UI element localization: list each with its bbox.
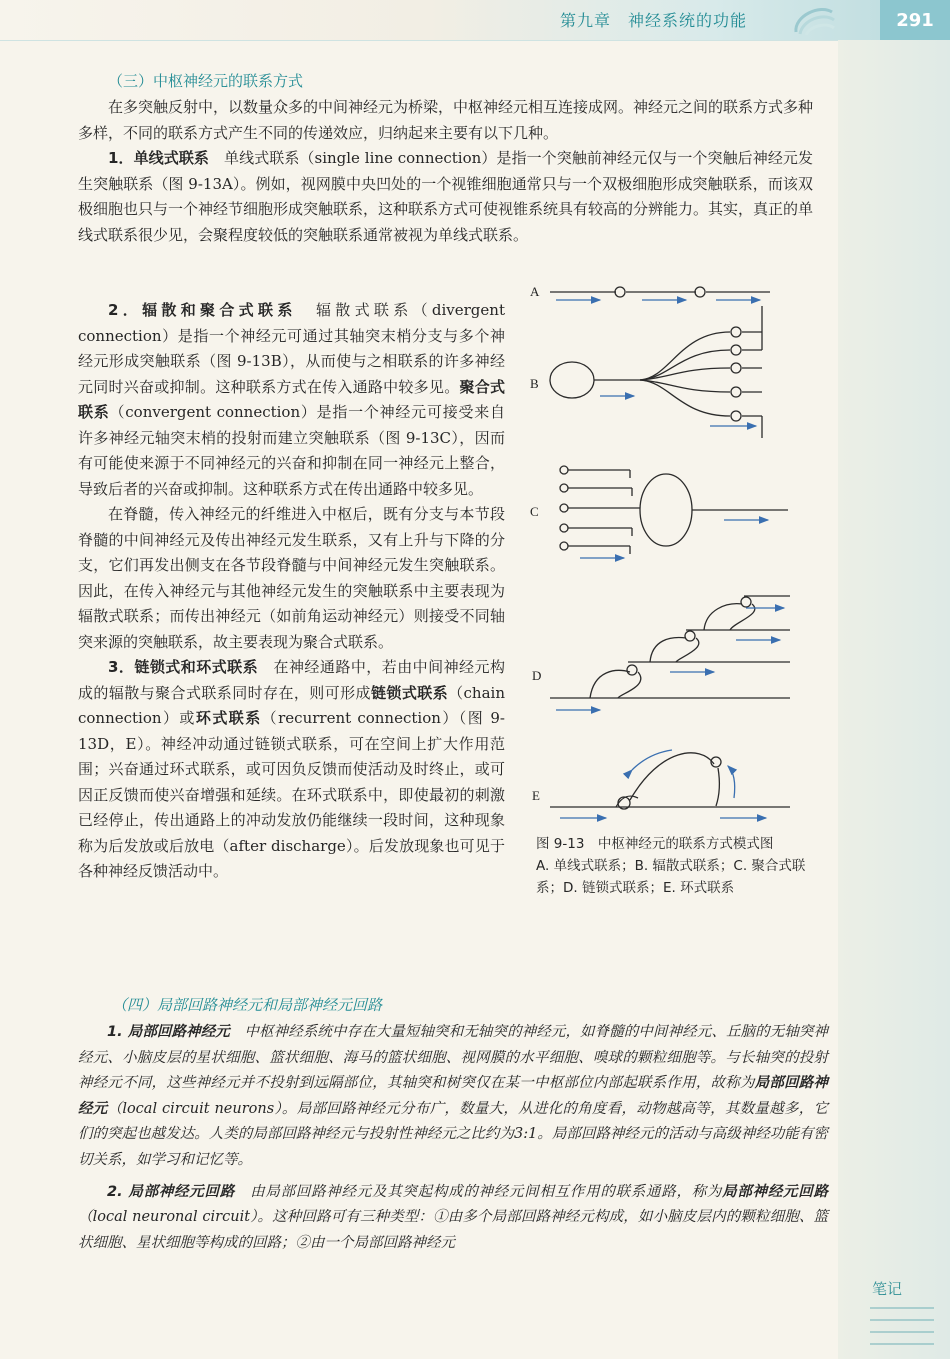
label-c: C	[530, 504, 539, 519]
s4-item2-paragraph	[78, 1180, 828, 1257]
item3-text-c: （recurrent connection）（图 9-13D，E）。神经冲动通过链锁式联系，可在空间上扩大作用范围；兴奋通过环式联系，或可因负反馈而使活动及时终止，或可因正反馈而使兴奋增强和延续。在环式联系中，即使最初的刺激已经停止，传出通路上的冲动发放仍能继续一段时间，这种现象称为后发放或后放电（after discharge）。后发放现象也可见于各种神经反馈活动中。	[78, 709, 505, 880]
notes-margin	[838, 40, 950, 1359]
s4-item2-text-b: （local neuronal circuit）。这种回路可有三种类型：①由多个局部回路神经元构成，如小脑皮层内的颗粒细胞、篮状细胞、星状细胞等构成的回路；②由一个局部回路神经元	[78, 1209, 828, 1251]
item2-heading: 2．辐散和聚合式联系	[108, 301, 297, 319]
intro-paragraph: 在多突触反射中，以数量众多的中间神经元为桥梁，中枢神经元相互连接成网。神经元之间的联系方式多种多样，不同的联系方式产生不同的传递效应，归纳起来主要有以下几种。	[78, 98, 814, 142]
label-e: E	[532, 788, 540, 803]
panel-e-recurrent	[550, 750, 790, 818]
page-number: 291	[880, 0, 950, 40]
s4-item2-heading: 2. 局部神经元回路	[107, 1183, 235, 1200]
section4-block	[78, 1020, 828, 1256]
label-a: A	[530, 284, 540, 299]
item1-heading: 1．单线式联系	[108, 149, 209, 167]
figure-9-13	[520, 270, 820, 830]
label-d: D	[532, 668, 542, 683]
header-divider	[0, 40, 950, 41]
figure-caption-text: A. 单线式联系；B. 辐散式联系；C. 聚合式联系；D. 链锁式联系；E. 环式联系	[536, 858, 806, 896]
panel-c-convergent	[560, 466, 788, 558]
notes-lines-icon	[868, 1300, 938, 1350]
s4-item1-bold: 局部回路神经元	[78, 1075, 828, 1117]
item2-text-a: 辐散式联系（divergent connection）是指一个神经元可通过其轴突末梢分支与多个神经元形成突触联系（图 9-13B），从而使与之相联系的许多神经元同时兴奋或抑制。这种联系方式在传入通路中较多见。	[78, 301, 505, 396]
item3-paragraph	[78, 655, 505, 885]
panel-a-single-line	[550, 287, 770, 300]
s4-item2-text-a: 由局部回路神经元及其突起构成的神经元间相互作用的联系通路，称为	[250, 1183, 723, 1200]
spinal-paragraph: 在脊髓，传入神经元的纤维进入中枢后，既有分支与本节段脊髓的中间神经元及传出神经元发生联系，又有上升与下降的分支，它们再发出侧支在各节段脊髓与中间神经元发生突触联系。因此，在传入神经元与其他神经元发生的突触联系中主要表现为辐散式联系；而传出神经元（如前角运动神经元）则接受不同轴突来源的突触联系，故主要表现为聚合式联系。	[78, 505, 505, 651]
s4-item1-paragraph	[78, 1020, 828, 1174]
figure-caption-title: 图 9-13 中枢神经元的联系方式模式图	[536, 836, 774, 852]
item2-text-b: （convergent connection）是指一个神经元可接受来自许多神经元轴突末梢的投射而建立突触联系（图 9-13C），因而有可能使来源于不同神经元的兴奋和抑制在同一神经元上整合，导致后者的兴奋或抑制。这种联系方式在传出通路中较多见。	[78, 403, 505, 498]
item1-paragraph	[78, 146, 813, 248]
item3-text-b: （chain connection）或	[78, 683, 505, 727]
narrow-block	[78, 298, 505, 885]
intro-block	[78, 95, 813, 248]
s4-item1-text-b: （local circuit neurons）。局部回路神经元分布广，数量大，从进化的角度看，动物越高等，其数量越多，它们的突起也越发达。人类的局部回路神经元与投射性神经元之比约为3:1。局部回路神经元的活动与高级神经功能有密切关系，如学习和记忆等。	[78, 1100, 829, 1168]
s4-item2-bold: 局部神经元回路	[722, 1183, 829, 1200]
item3-bold-b: 环式联系	[195, 709, 262, 727]
panel-b-divergent	[550, 306, 762, 438]
s4-item1-heading: 1. 局部回路神经元	[107, 1024, 230, 1040]
item3-text-a: 在神经通路中，若由中间神经元构成的辐散与聚合式联系同时存在，则可形成	[78, 658, 505, 702]
item1-text: 单线式联系（single line connection）是指一个突触前神经元仅与一个突触后神经元发生突触联系（图 9-13A）。例如，视网膜中央凹处的一个视锥细胞通常只与一个双极细胞形成突触联系，而该双极细胞也只与一个神经节细胞形成突触联系，这种联系方式可使视锥系统具有较高的分辨能力。其实，真正的单线式联系很少见，会聚程度较低的突触联系通常被视为单线式联系。	[78, 149, 814, 244]
chapter-title: 第九章 神经系统的功能	[560, 11, 748, 30]
item2-bold: 聚合式联系	[78, 377, 505, 421]
s4-item1-text-a: 中枢神经系统中存在大量短轴突和无轴突的神经元，如脊髓的中间神经元、丘脑的无轴突神经元、小脑皮层的星状细胞、篮状细胞、海马的篮状细胞、视网膜的水平细胞、嗅球的颗粒细胞等。与长轴突的投射神经元不同，这些神经元并不投射到远隔部位，其轴突和树突仅在某一中枢部位内部起联系作用，故称为	[78, 1024, 828, 1092]
figure-caption	[536, 833, 828, 899]
section4-title: （四）局部回路神经元和局部神经元回路	[112, 996, 383, 1014]
item2-paragraph	[78, 298, 505, 502]
item3-heading: 3．链锁式和环式联系	[108, 658, 259, 676]
label-b: B	[530, 376, 539, 391]
notes-label: 笔记	[872, 1280, 903, 1298]
section-title: （三）中枢神经元的联系方式	[108, 72, 304, 90]
item3-bold-a: 链锁式联系	[370, 683, 449, 702]
swirl-logo-icon	[790, 2, 838, 38]
panel-d-chain	[550, 596, 790, 710]
